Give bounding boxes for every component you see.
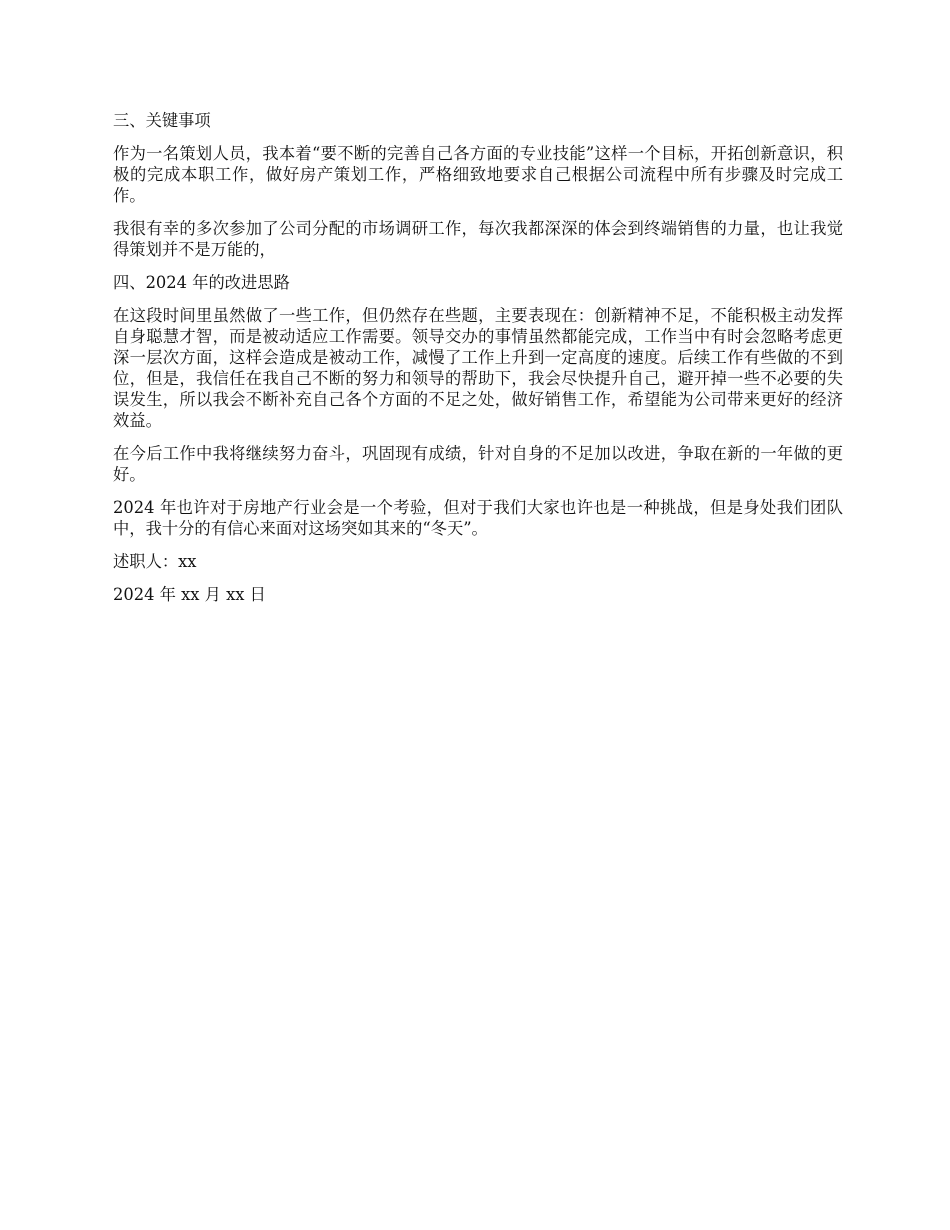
document-page <box>113 110 843 617</box>
section-3-paragraph-1: 作为一名策划人员，我本着“要不断的完善自己各方面的专业技能”这样一个目标，开拓创新意识，积极的完成本职工作，做好房产策划工作，严格细致地要求自己根据公司流程中所有步骤及时完成工作。 <box>113 144 843 205</box>
signature-line: 述职人：xx <box>113 552 197 571</box>
section-4-paragraph-1: 在这段时间里虽然做了一些工作，但仍然存在些题，主要表现在：创新精神不足，不能积极主动发挥自身聪慧才智，而是被动适应工作需要。领导交办的事情虽然都能完成，工作当中有时会忽略考虑更深一层次方面，这样会造成是被动工作，减慢了工作上升到一定高度的速度。后续工作有些做的不到位，但是，我信任在我自己不断的努力和领导的帮助下，我会尽快提升自己，避开掉一些不必要的失误发生，所以我会不断补充自己各个方面的不足之处，做好销售工作，希望能为公司带来更好的经济效益。 <box>113 306 843 430</box>
section-3-paragraph-2: 我很有幸的多次参加了公司分配的市场调研工作，每次我都深深的体会到终端销售的力量，也让我觉得策划并不是万能的， <box>113 219 843 259</box>
section-4-heading: 四、2024 年的改进思路 <box>113 273 290 292</box>
section-4-paragraph-2: 在今后工作中我将继续努力奋斗，巩固现有成绩，针对自身的不足加以改进，争取在新的一年做的更好。 <box>113 444 843 484</box>
section-3-heading: 三、关键事项 <box>113 111 211 130</box>
section-4-paragraph-3: 2024 年也许对于房地产行业会是一个考验，但对于我们大家也许也是一种挑战，但是身处我们团队中，我十分的有信心来面对这场突如其来的“冬天”。 <box>113 498 843 538</box>
date-line: 2024 年 xx 月 xx 日 <box>113 585 266 604</box>
